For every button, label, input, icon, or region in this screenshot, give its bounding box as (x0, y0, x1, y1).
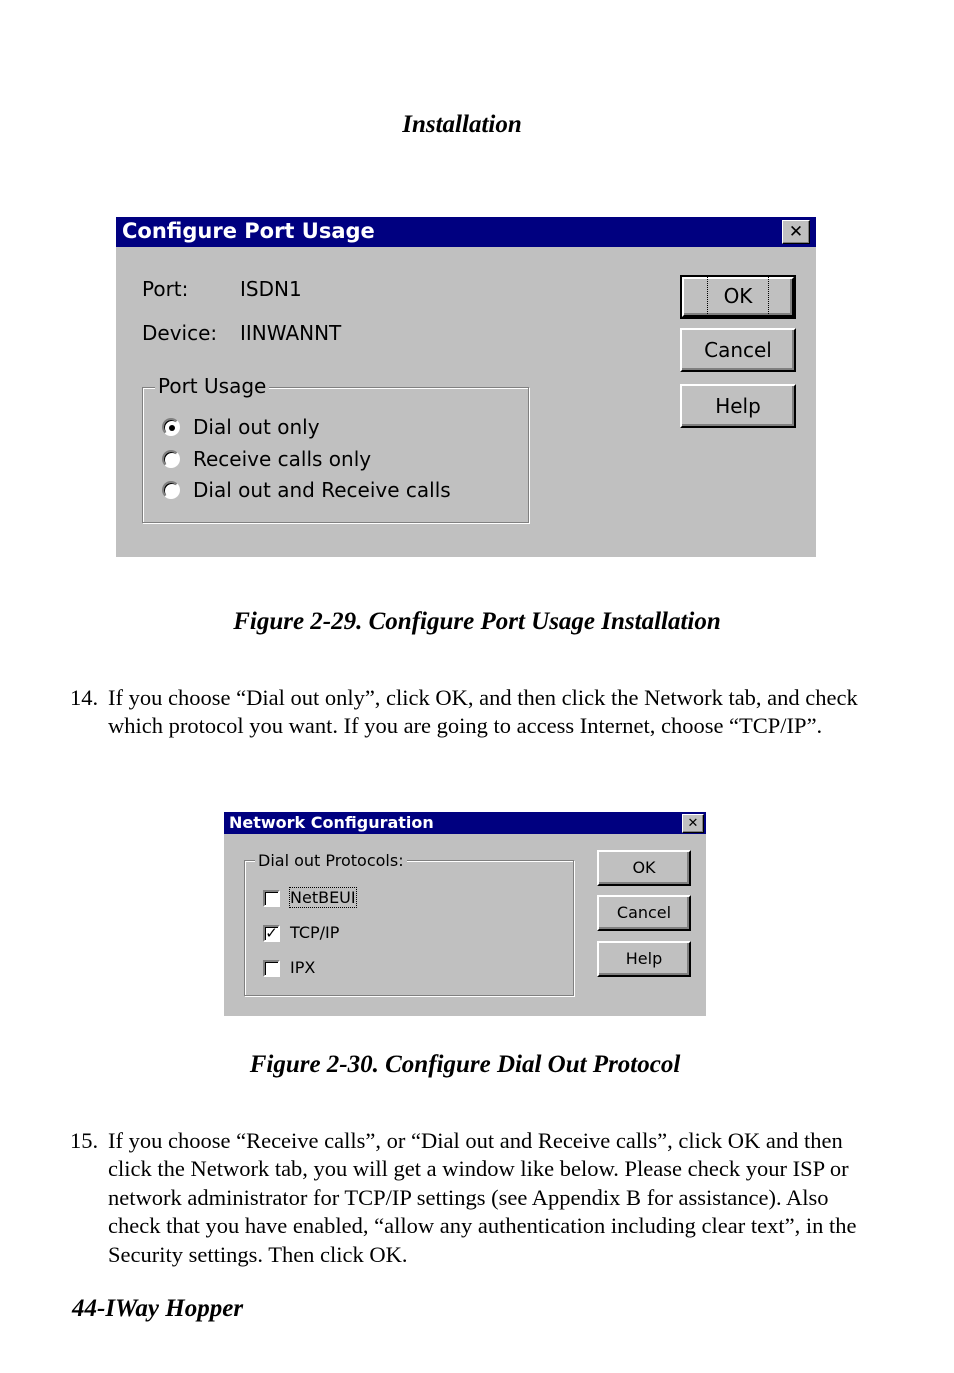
ok-button[interactable] (597, 850, 691, 886)
step-14 (70, 684, 860, 741)
page-header: Installation (402, 111, 522, 138)
dial-out-and-receive-label[interactable]: Dial out and Receive calls (193, 478, 451, 502)
ok-button[interactable] (682, 277, 794, 317)
close-icon[interactable]: ✕ (682, 814, 704, 833)
device-value: IINWANNT (240, 321, 342, 345)
port-usage-group-label: Port Usage (155, 374, 269, 398)
figure-caption-2-30: Figure 2-30. Configure Dial Out Protocol (249, 1051, 681, 1078)
tcpip-checkbox[interactable]: ✓ (263, 925, 280, 942)
ok-button-label: OK (710, 279, 767, 313)
close-icon[interactable]: ✕ (782, 220, 810, 244)
dialog-titlebar (116, 217, 816, 247)
configure-port-usage-dialog (116, 217, 816, 557)
receive-calls-only-radio[interactable] (162, 450, 180, 468)
port-label: Port: (142, 277, 189, 301)
dialog-titlebar (224, 812, 706, 834)
dial-out-and-receive-radio[interactable] (162, 481, 180, 499)
receive-calls-only-label[interactable]: Receive calls only (193, 447, 372, 471)
ipx-checkbox[interactable] (263, 960, 280, 977)
dial-out-only-radio[interactable] (162, 418, 180, 436)
port-value: ISDN1 (240, 277, 302, 301)
help-button[interactable] (597, 941, 691, 977)
netbeui-label[interactable]: NetBEUI (290, 888, 356, 907)
step-number: 15. (70, 1128, 99, 1153)
dialog-title: Configure Port Usage (122, 219, 375, 243)
cancel-button[interactable] (680, 328, 796, 372)
step-text: If you choose “Dial out only”, click OK, and then click the Network tab, and check which protocol you want. If you are going to access Internet, choose “TCP/IP”. (108, 685, 858, 739)
help-button-label: Help (625, 949, 663, 968)
dial-out-protocols-group (244, 851, 574, 996)
step-15 (70, 1127, 860, 1269)
help-button-label: Help (715, 394, 761, 418)
ipx-label[interactable]: IPX (290, 958, 316, 977)
netbeui-checkbox[interactable] (263, 890, 280, 907)
help-button[interactable] (680, 384, 796, 428)
cancel-button-label: Cancel (616, 903, 672, 922)
cancel-button-label: Cancel (704, 338, 772, 362)
dialog-title: Network Configuration (229, 813, 434, 832)
network-configuration-dialog (224, 812, 706, 1016)
ok-button-label: OK (632, 858, 656, 877)
port-usage-group (142, 374, 529, 523)
device-label: Device: (142, 321, 218, 345)
dial-out-only-label[interactable]: Dial out only (193, 415, 320, 439)
dial-out-protocols-label: Dial out Protocols: (255, 851, 407, 870)
figure-caption-2-29: Figure 2-29. Configure Port Usage Installation (233, 608, 721, 635)
step-text: If you choose “Receive calls”, or “Dial out and Receive calls”, click OK and then click the Network tab, you will get a window like below. Please check your ISP or network administrator for TCP/IP settings (see Appendix B for assistance). Also check that you have enabled, “allow any authentication including clear text”, in the Security settings. Then click OK. (108, 1128, 857, 1267)
tcpip-label[interactable]: TCP/IP (290, 923, 340, 942)
step-number: 14. (70, 685, 99, 710)
cancel-button[interactable] (597, 895, 691, 931)
page-footer: 44-IWay Hopper (72, 1295, 244, 1322)
